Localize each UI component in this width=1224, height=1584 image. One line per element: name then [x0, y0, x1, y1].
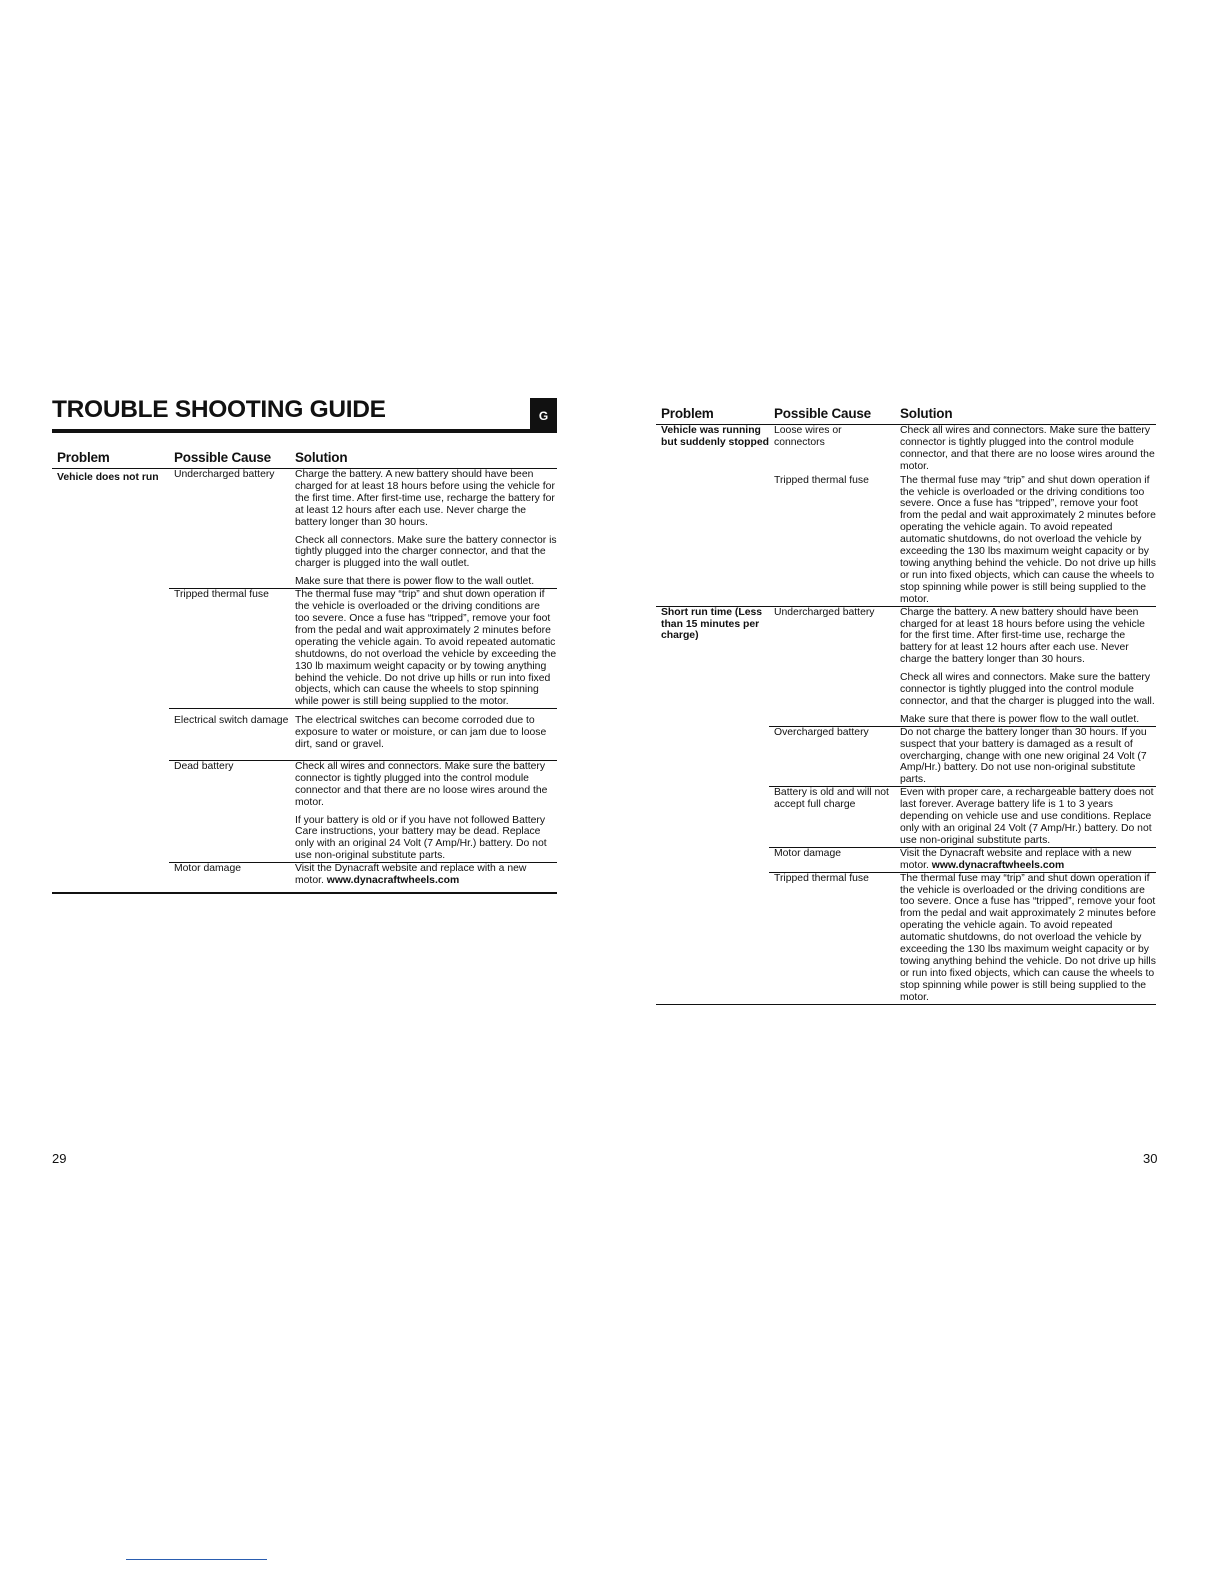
- header-solution: Solution: [290, 450, 557, 469]
- solution-text: [900, 848, 1156, 872]
- cause-cell: Dead battery: [169, 760, 290, 862]
- header-solution: Solution: [895, 406, 1156, 425]
- solution-cell: [290, 760, 557, 862]
- solution-cell: [290, 469, 557, 589]
- cause-cell: Tripped thermal fuse: [774, 474, 869, 486]
- solution-text-part: Visit the Dynacraft website and replace with a new motor.: [295, 863, 527, 887]
- header-problem: Problem: [52, 450, 169, 469]
- solution-text: Charge the battery. A new battery should have been charged for at least 18 hours before using the vehicle for the first time. After first-time use, recharge the battery for at least 12 hours after each use. Never charge the battery longer than 30 hours.: [900, 606, 1145, 666]
- table-row: [656, 606, 1156, 726]
- solution-text: The thermal fuse may “trip” and shut down operation if the vehicle is overloaded or the driving conditions too severe. Once a fuse has “tripped”, remove your foot from the pedal and wait approximately 2 minutes before operating the vehicle again. To avoid repeated automatic shutdowns, do not overload the vehicle by exceeding the 130 lbs maximum weight capacity or by towing anything behind the vehicle. Do not drive up hills or run into fixed objects, which can cause the wheels to stop spinning while power is still being supplied to the motor.: [900, 474, 1156, 605]
- title-row: [52, 396, 557, 429]
- solution-text: Check all wires and connectors. Make sure the battery connector is tightly plugged into the control module connector, and that there are no loose wires around the motor.: [900, 425, 1155, 472]
- solution-text: The thermal fuse may “trip” and shut down operation if the vehicle is overloaded or the driving conditions are too severe. Once a fuse has “tripped”, remove your foot from the pedal and wait approximately 2 minutes before operating the vehicle again. To avoid repeated automatic shutdowns, do not overload the vehicle by exceeding the 130 lb maximum weight capacity or by towing anything behind the vehicle. Do not drive up hills or run into fixed objects, which can cause the wheels to stop spinning while power is still being supplied to the motor.: [295, 589, 557, 708]
- solution-text: The thermal fuse may “trip” and shut down operation if the vehicle is overloaded or the driving conditions are too severe. Once a fuse has “tripped”, remove your foot from the pedal and wait approximately 2 minutes before operating the vehicle again. To avoid repeated automatic shutdowns, do not overload the vehicle by exceeding the 130 lbs maximum weight capacity or by towing anything behind the vehicle. Do not drive up hills or run into fixed objects, which can cause the wheels to stop spinning while power is still being supplied to the motor.: [900, 872, 1156, 1003]
- table-row: [52, 469, 557, 589]
- solution-cell: [895, 473, 1156, 606]
- solution-cell: [895, 726, 1156, 787]
- cause-cell: Battery is old and will not accept full charge: [769, 787, 895, 848]
- solution-text: Make sure that there is power flow to the wall outlet.: [900, 713, 1140, 725]
- solution-text: Charge the battery. A new battery should have been charged for at least 18 hours before using the vehicle for the first time. After first-time use, recharge the battery for at least 12 hours after each use. Never charge the battery longer than 30 hours.: [295, 469, 555, 528]
- solution-text: If your battery is old or if you have not followed Battery Care instructions, your battery may be dead. Replace only with an original 24 Volt (7 Amp/Hr.) battery. Do not use non-original substitute parts.: [295, 814, 547, 862]
- problem-cell: Short run time (Less than 15 minutes per charge): [656, 606, 769, 1004]
- section-tab-badge: G: [530, 398, 557, 433]
- problem-cell: Vehicle does not run: [57, 472, 159, 483]
- solution-cell: [290, 589, 557, 709]
- header-cause: Possible Cause: [769, 406, 895, 425]
- page-number-right: 30: [1143, 1151, 1158, 1166]
- solution-cell: [895, 872, 1156, 1004]
- page-number-left: 29: [52, 1151, 67, 1166]
- cause-cell: Tripped thermal fuse: [769, 872, 895, 1004]
- cause-cell: Overcharged battery: [769, 726, 895, 787]
- table-header-row: [52, 450, 557, 469]
- solution-cell: [895, 847, 1156, 872]
- page-right: [656, 396, 1156, 1005]
- solution-text: Even with proper care, a rechargeable battery does not last forever. Average battery life is 1 to 3 years depending on vehicle use and use conditions. Replace only with an original 24 Volt (7 Amp/Hr.) battery. Do not use non-original substitute parts.: [900, 787, 1154, 846]
- table-header-row: [656, 406, 1156, 425]
- solution-text: [295, 863, 557, 887]
- troubleshooting-table-right: [656, 406, 1156, 1005]
- cause-cell: Electrical switch damage: [169, 709, 290, 761]
- cause-cell: Undercharged battery: [769, 606, 895, 726]
- solution-cell: [895, 425, 1156, 473]
- problem-cell: Vehicle was running but suddenly stopped: [661, 425, 769, 448]
- solution-text: The electrical switches can become corroded due to exposure to water or moisture, or can jam due to loose dirt, sand or gravel.: [295, 715, 547, 751]
- cause-cell: Motor damage: [769, 847, 895, 872]
- cause-cell: Undercharged battery: [174, 469, 275, 480]
- solution-cell: [290, 709, 557, 761]
- solution-cell: [895, 606, 1156, 726]
- solution-cell: [290, 863, 557, 893]
- solution-text-part: Visit the Dynacraft website and replace with a new motor.: [900, 847, 1132, 871]
- cause-cell: Tripped thermal fuse: [169, 589, 290, 709]
- header-cause: Possible Cause: [169, 450, 290, 469]
- page-left: [52, 396, 557, 894]
- website-link[interactable]: www.dynacraftwheels.com: [931, 859, 1065, 871]
- solution-text: Make sure that there is power flow to the wall outlet.: [295, 576, 535, 588]
- website-link[interactable]: www.dynacraftwheels.com: [326, 875, 460, 887]
- solution-text: Check all connectors. Make sure the battery connector is tightly plugged into the charger connector, and that the charger is plugged into the wall outlet.: [295, 534, 557, 570]
- troubleshooting-table-left: [52, 450, 557, 894]
- cause-cell: Loose wires or connectors: [774, 425, 842, 448]
- solution-text: Check all wires and connectors. Make sure the battery connector is tightly plugged into the control module connector, and that the charger is plugged into the wall.: [900, 672, 1155, 707]
- title-rule: [52, 429, 530, 433]
- page-title: TROUBLE SHOOTING GUIDE: [52, 396, 386, 423]
- table-row: [656, 425, 1156, 473]
- header-problem: Problem: [656, 406, 769, 425]
- solution-text: Do not charge the battery longer than 30 hours. If you suspect that your battery is damaged as a result of overcharging, change with one new original 24 Volt (7 Amp/Hr.) battery. Do not use non-original substitute parts.: [900, 726, 1147, 786]
- solution-text: Check all wires and connectors. Make sure the battery connector is tightly plugged into the control module connector and that there are no loose wires around the motor.: [295, 760, 548, 808]
- cause-cell: Motor damage: [169, 863, 290, 893]
- footer-link-underline: [126, 1559, 267, 1560]
- solution-cell: [895, 787, 1156, 848]
